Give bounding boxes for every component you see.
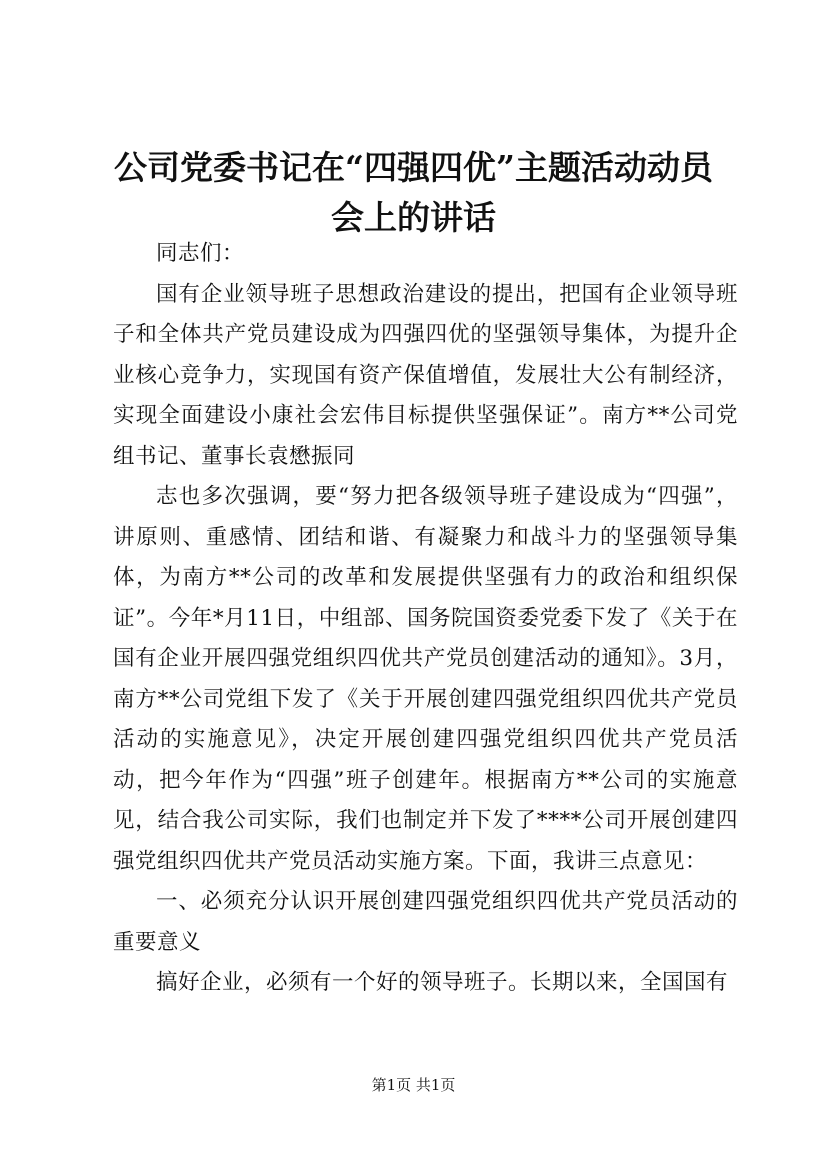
salutation: 同志们：: [156, 241, 245, 266]
section-heading: 一、必须充分认识开展创建四强党组织四优共产党员活动的重要意义: [113, 889, 738, 955]
document-title: 公司党委书记在“四强四优”主题活动动员会上的讲话: [114, 148, 713, 237]
page-footer: 第1页 共1页: [371, 1076, 456, 1094]
paragraph: 志也多次强调，要“努力把各级领导班子建设成为“四强”，讲原则、重感情、团结和谐、有凝聚力和战斗力的坚强领导集体，为南方**公司的改革和发展提供坚强有力的政治和组织保证”。今年*月11日，中组部、国务院国资委党委下发了《关于在国有企业开展四强党组织四优共产党员创建活动的通知》。3月，南方**公司党组下发了《关于开展创建四强党组织四优共产党员活动的实施意见》，决定开展创建四强党组织四优共产党员活动，把今年作为“四强”班子创建年。根据南方**公司的实施意见，结合我公司实际，我们也制定并下发了****公司开展创建四强党组织四优共产党员活动实施方案。下面，我讲三点意见：: [113, 484, 738, 874]
document-body: [113, 234, 738, 1004]
paragraph: 国有企业领导班子思想政治建设的提出，把国有企业领导班子和全体共产党员建设成为四强四优的坚强领导集体，为提升企业核心竞争力，实现国有资产保值增值，发展壮大公有制经济，实现全面建设小康社会宏伟目标提供坚强保证”。南方**公司党组书记、董事长袁懋振同: [113, 281, 738, 469]
paragraph: 搞好企业，必须有一个好的领导班子。长期以来，全国国有: [156, 970, 729, 995]
